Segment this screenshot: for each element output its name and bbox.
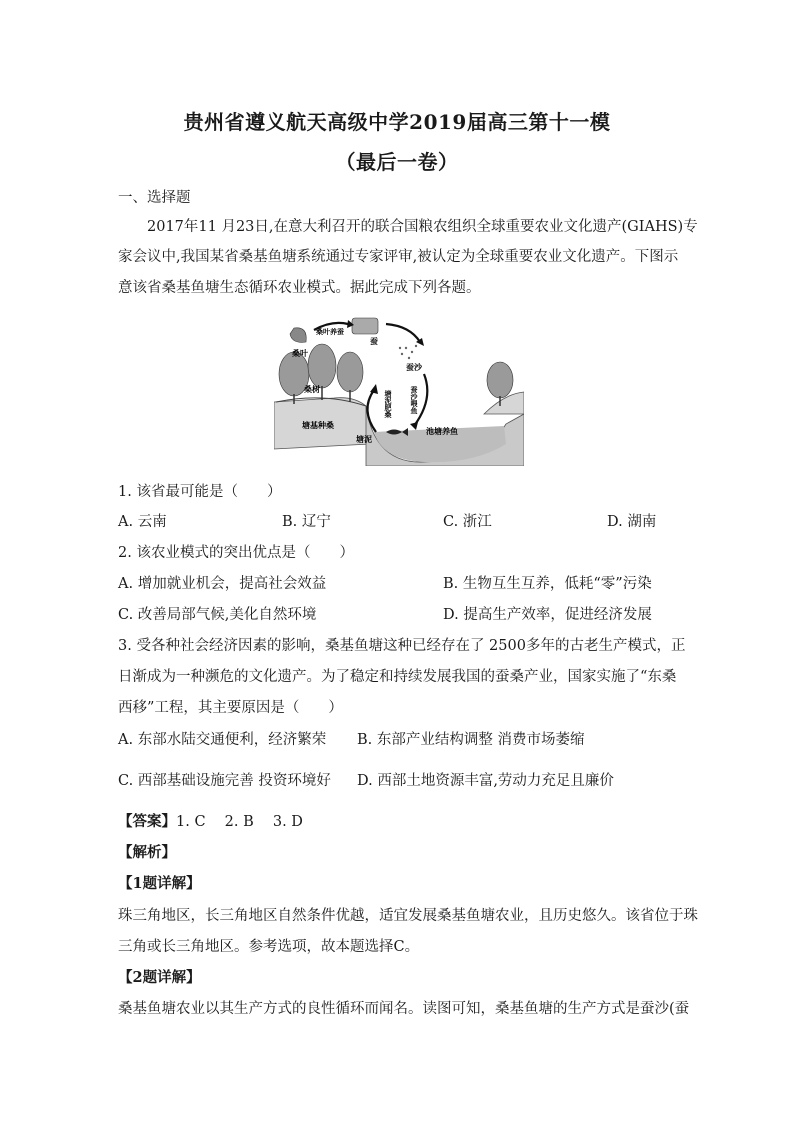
intro-line-2: 家会议中,我国某省桑基鱼塘系统通过专家评审,被认定为全球重要农业文化遗产。下图示 [118,249,679,265]
q2-option-c: C. 改善局部气候,美化自然环境 [118,607,317,623]
label-leaf: 桑叶 [292,349,308,358]
label-mulberry: 桑树 [304,385,320,394]
label-dike: 塘基种桑 [302,421,334,430]
label-pond-mud: 塘泥 [356,435,372,444]
detail-1-label: 【1题详解】 [118,875,201,892]
page-subtitle: （最后一卷） [335,150,459,174]
label-feed: 桑叶养蚕 [316,328,344,336]
section-heading: 一、选择题 [118,190,191,206]
tree-canopy [337,352,363,392]
silkworm-icon [352,318,378,334]
question-2-stem: 2. 该农业模式的突出优点是（ ） [118,545,354,561]
answer-block [118,810,303,831]
detail-1-line-2: 三角或长三角地区。参考选项，故本题选择C。 [118,939,420,955]
q1-option-c: C. 浙江 [443,514,492,530]
q3-option-a: A. 东部水陆交通便利，经济繁荣 [118,732,327,748]
q2-option-b: B. 生物互生互养，低耗“零”污染 [443,576,652,592]
label-mud-fert: 塘泥肥桑 [384,390,392,418]
q3-option-b: B. 东部产业结构调整 消费市场萎缩 [357,732,585,748]
label-silk-sand: 蚕沙 [406,363,422,372]
mulberry-fishpond-figure [274,314,524,466]
detail-2-line-1: 桑基鱼塘农业以其生产方式的良性循环而闻名。读图可知，桑基鱼塘的生产方式是蚕沙(蚕 [118,1001,690,1017]
answer-label: 【答案】 [118,813,176,830]
label-silkworm: 蚕 [370,337,378,346]
q1-option-b: B. 辽宁 [282,514,331,530]
q1-option-d: D. 湖南 [607,514,657,530]
q1-option-a: A. 云南 [118,514,167,530]
tree-canopy [308,344,336,388]
tree-canopy [487,362,513,398]
intro-line-1: 2017年11 月23日,在意大利召开的联合国粮农组织全球重要农业文化遗产(GIAHS)专 [147,219,698,235]
q3-option-d: D. 西部土地资源丰富,劳动力充足且廉价 [357,773,614,789]
question-1-stem: 1. 该省最可能是（ ） [118,484,282,500]
label-fish: 池塘养鱼 [426,427,458,436]
detail-1-line-1: 珠三角地区，长三角地区自然条件优越，适宜发展桑基鱼塘农业，且历史悠久。该省位于珠 [118,908,698,924]
detail-2-label: 【2题详解】 [118,969,201,986]
answer-text: 1. C 2. B 3. D [176,814,303,830]
q2-option-a: A. 增加就业机会，提高社会效益 [118,576,327,592]
q2-option-d: D. 提高生产效率，促进经济发展 [443,607,652,623]
q3-option-c: C. 西部基础设施完善 投资环境好 [118,773,331,789]
intro-line-3: 意该省桑基鱼塘生态循环农业模式。据此完成下列各题。 [118,280,481,296]
label-feed-fish: 蚕沙喂鱼 [410,386,418,414]
question-3-stem-line-3: 西移”工程，其主要原因是（ ） [118,700,343,716]
question-3-stem-line-2: 日渐成为一种濒危的文化遗产。为了稳定和持续发展我国的蚕桑产业，国家实施了“东桑 [118,669,677,685]
page-title: 贵州省遵义航天高级中学2019届高三第十一模 [183,110,611,134]
question-3-stem-line-1: 3. 受各种社会经济因素的影响，桑基鱼塘这种已经存在了 2500多年的古老生产模式，正 [118,638,686,654]
analysis-label: 【解析】 [118,844,176,861]
